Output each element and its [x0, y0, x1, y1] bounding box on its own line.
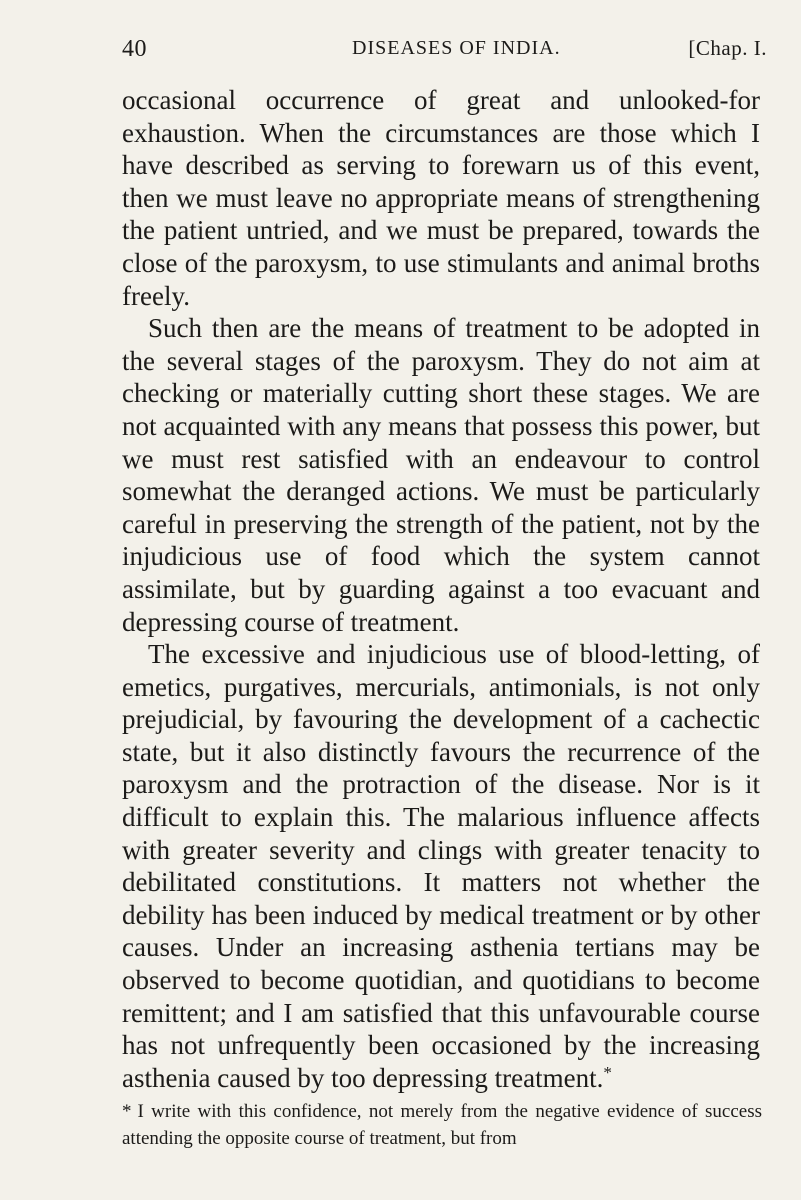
chapter-reference: [Chap. I. — [688, 36, 767, 60]
footnote-text-line — [122, 1098, 762, 1152]
paragraph-blood-letting-text: The excessive and injudicious use of blood-letting, of emetics, purgatives, mercurials, antimonials, is not only prejudicial, by favouring the development of a cachectic state, but it also distinctly favours the recurrence of the paroxysm and the protraction of the disease. Nor is it difficult to explain this. The malarious influence affects with greater severity and clings with greater tenacity to debilitated constitutions. It matters not whether the debility has been induced by medical treatment or by other causes. Under an increasing asthenia tertians may be observed to become quotidian, and quotidians to become remittent; and I am satisfied that this unfavourable course has not unfrequently been occasioned by the increasing asthenia caused by too depressing treatment. — [122, 639, 760, 1093]
footnote-text: I write with this confidence, not merely from the negative evidence of success attending the opposite course of treatment, but from — [122, 1101, 762, 1149]
paragraph-treatment-stages: Such then are the means of treatment to be adopted in the several stages of the paroxysm. They do not aim at checking or materially cutting short these stages. We are not acquainted with any means that possess this power, but we must rest satisfied with an endeavour to control somewhat the deranged actions. We must be particularly careful in preserving the strength of the patient, not by the injudicious use of food which the system cannot assimilate, but by guarding against a too evacuant and depressing course of treatment. — [122, 313, 760, 637]
running-head — [122, 36, 767, 70]
footnote-reference: * — [603, 1062, 612, 1082]
footnote-mark: * — [122, 1101, 132, 1122]
footnote — [122, 1098, 762, 1152]
running-title: DISEASES OF INDIA. — [352, 37, 561, 59]
page-number: 40 — [122, 36, 147, 62]
body-text — [122, 84, 760, 1094]
paragraph-continued: occasional occurrence of great and unlooked-for exhaustion. When the circumstances are those which I have described as serving to forewarn us of this event, then we must leave no appropriate means of strengthening the patient untried, and we must be prepared, towards the close of the paroxysm, to use stimulants and animal broths freely. — [122, 85, 760, 311]
paragraph-blood-letting — [122, 638, 760, 1094]
